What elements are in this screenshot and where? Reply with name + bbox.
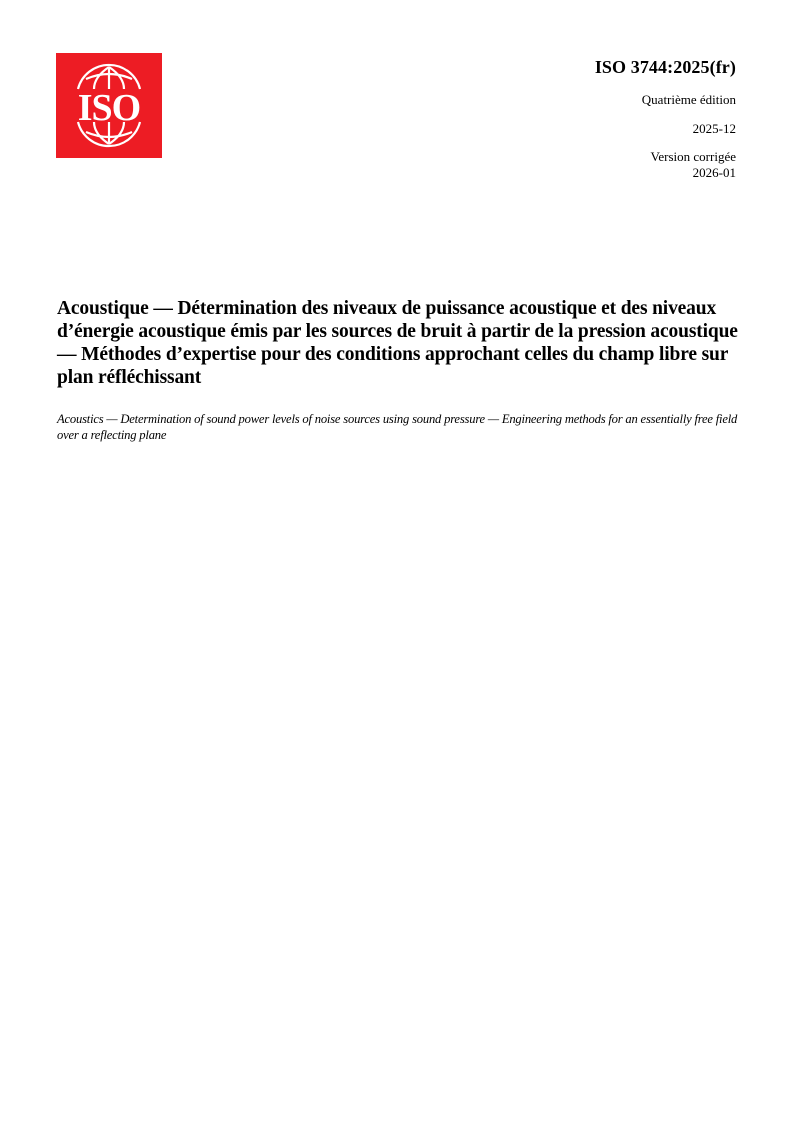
corrected-version-date: 2026-01 [692,165,736,180]
document-title-english: Acoustics — Determination of sound power levels of noise sources using sound pressure — Engineering methods for an essentially free field over a reflecting plane [57,412,738,442]
document-title-french: Acoustique — Détermination des niveaux de puissance acoustique et des niveaux d’énergie acoustique émis par les sources de bruit à partir de la pression acoustique — Méthodes d’expertise pour des conditions approchant celles du champ libre sur plan réfléchissant [57,298,738,388]
edition-label: Quatrième édition [641,92,736,107]
publication-date: 2025-12 [692,121,736,136]
document-code: ISO 3744:2025(fr) [594,57,736,77]
iso-logo [56,53,162,158]
iso-globe-logo-icon [56,53,162,158]
document-meta [595,56,736,181]
corrected-version-label: Version corrigée [650,149,736,164]
svg-text:ISO: ISO [77,87,141,129]
corrected-version [595,149,736,181]
